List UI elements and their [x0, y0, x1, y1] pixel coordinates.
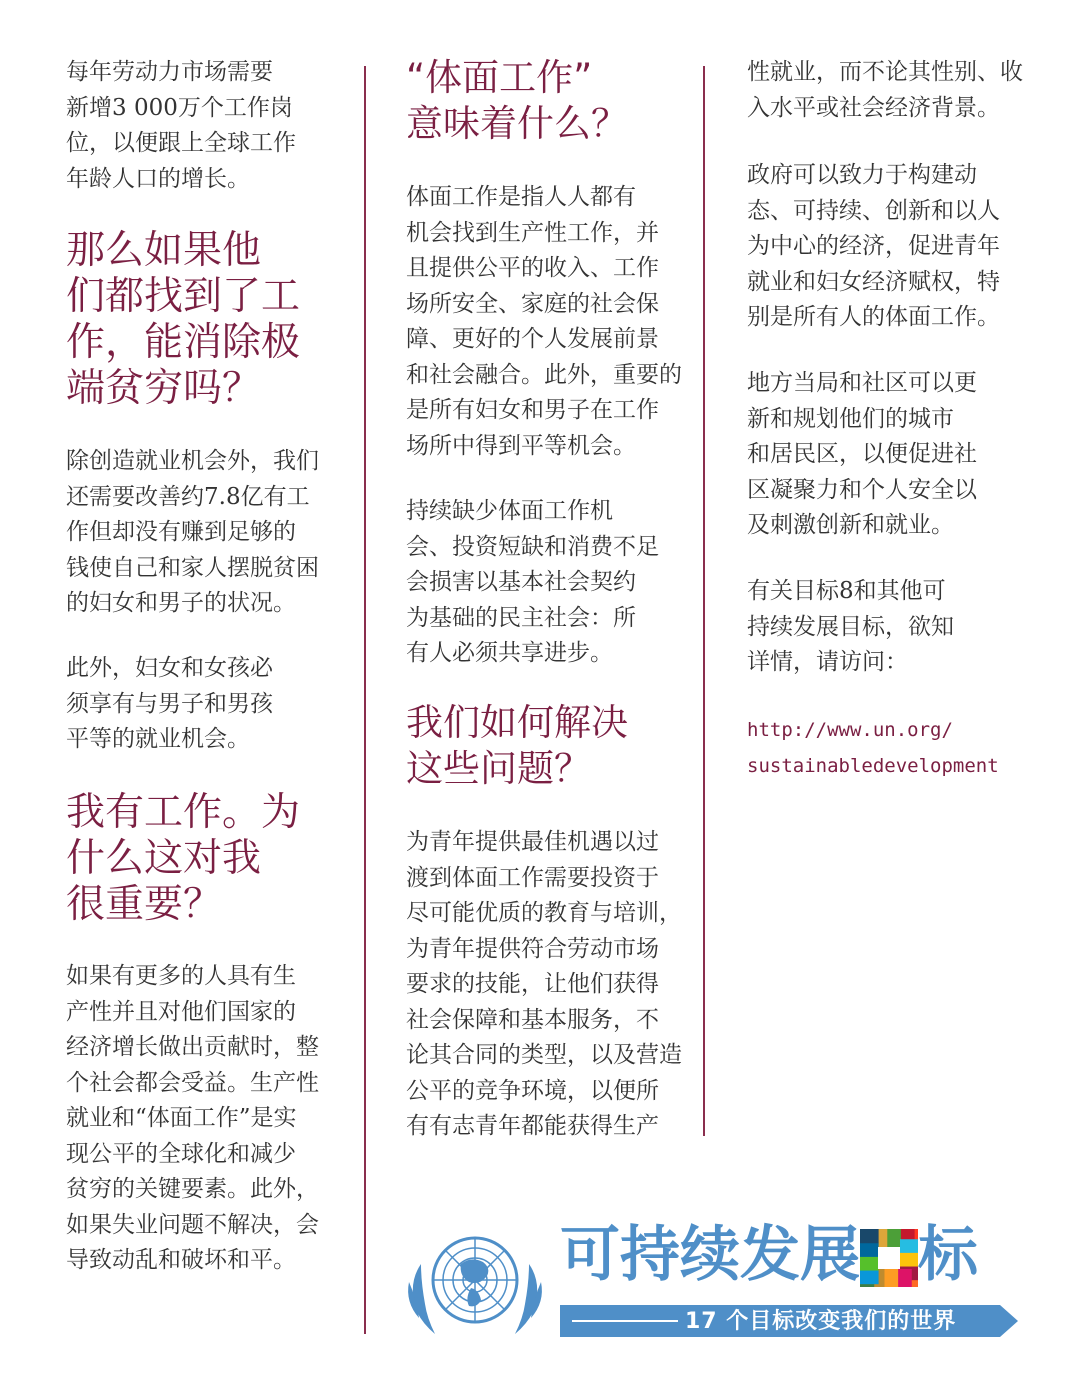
sdg-wheel-segment [887, 1229, 901, 1248]
sdg-wheel-segment [860, 1257, 879, 1271]
sdg-wheel-segment [860, 1229, 879, 1243]
sdg-title-main: 可持续发展 [560, 1220, 860, 1290]
sdg-title [560, 1218, 978, 1292]
paragraph-poverty-1: 除创造就业机会外，我们 还需要改善约7.8亿有工 作但却没有赚到足够的 钱使自己和家人摆脱贫困 的妇女和男子的状况。 [66, 448, 319, 616]
paragraph-government: 政府可以致力于构建动 态、可持续、创新和以人 为中心的经济，促进青年 就业和妇女经济赋权，特 别是所有人的体面工作。 [747, 162, 1000, 330]
sdg-wheel-segment [884, 1269, 898, 1287]
sdg-wheel-segment [898, 1269, 912, 1287]
paragraph-why-important: 如果有更多的人具有生 产性并且对他们国家的 经济增长做出贡献时，整 个社会都会受益。生产性 就业和“体面工作”是实 现公平的全球化和减少 贫穷的关键要素。此外， 如果失业问题不解决，会 导致动乱和破坏和平。 [66, 963, 319, 1273]
paragraph-decent-work-1: 体面工作是指人人都有 机会找到生产性工作，并 且提供公平的收入、工作 场所安全、家庭的社会保 障、更好的个人发展前景 和社会融合。此外，重要的 是所有妇女和男子在工作 场所中得到平等机会。 [406, 184, 682, 459]
column-divider-left [364, 66, 366, 1334]
paragraph-poverty-2: 此外，妇女和女孩必 须享有与男子和男孩 平等的就业机会。 [66, 655, 273, 752]
sdg-wheel-segment [900, 1240, 918, 1254]
sdg-website-link[interactable]: http://www.un.org/ sustainabledevelopment [747, 719, 999, 777]
sdg-subtitle: 17 个目标改变我们的世界 [685, 1309, 957, 1334]
sdg-title-last: 标 [918, 1220, 978, 1290]
intro-paragraph: 每年劳动力市场需要 新增3 000万个工作岗 位，以便跟上全球工作 年龄人口的增长。 [66, 59, 296, 192]
paragraph-more-info: 有关目标8和其他可 持续发展目标，欲知 详情，请访问： [747, 578, 954, 675]
paragraph-decent-work-2: 持续缺少体面工作机 会、投资短缺和消费不足 会损害以基本社会契约 为基础的民主社会：所 有人必须共享进步。 [406, 498, 659, 666]
paragraph-continued: 性就业，而不论其性别、收 入水平或社会经济背景。 [747, 59, 1023, 121]
heading-why-important: 我有工作。为 什么这对我 很重要？ [66, 790, 301, 927]
sdg-wheel-segment [860, 1243, 879, 1257]
sdg-wheel-segment [860, 1270, 879, 1284]
paragraph-local-authorities: 地方当局和社区可以更 新和规划他们的城市 和居民区，以便促进社 区凝聚力和个人安全以 及刺激创新和就业。 [747, 370, 977, 538]
heading-how-solve: 我们如何解决 这些问题？ [406, 701, 628, 790]
un-emblem-icon [401, 1224, 549, 1342]
sdg-wheel-segment [900, 1253, 918, 1267]
column-divider-right [703, 66, 705, 1136]
heading-extreme-poverty: 那么如果他 们都找到了工 作，能消除极 端贫穷吗？ [66, 228, 301, 411]
paragraph-how-solve: 为青年提供最佳机遇以过 渡到体面工作需要投资于 尽可能优质的教育与培训， 为青年提供符合劳动市场 要求的技能，让他们获得 社会保障和基本服务，不 论其合同的类型，以及营造 公平的竞争环境，以便所 有有志青年都能获得生产 [406, 829, 682, 1139]
heading-decent-work: “体面工作” 意味着什么？ [406, 56, 628, 145]
sdg-color-wheel-icon [860, 1229, 918, 1287]
